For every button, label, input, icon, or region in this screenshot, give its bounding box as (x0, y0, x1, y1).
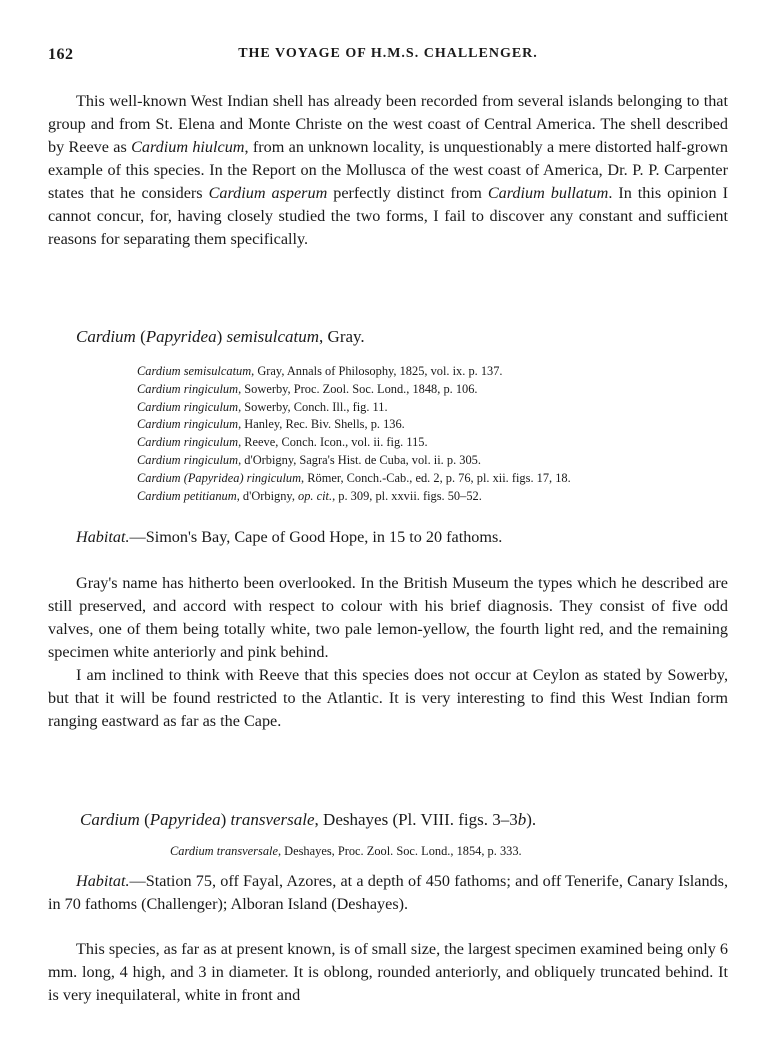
synonym-entry: Cardium ringiculum, Reeve, Conch. Icon., vol. ii. fig. 115. (137, 435, 428, 450)
species-1-habitat: Habitat.—Simon's Bay, Cape of Good Hope, in 15 to 20 fathoms. (76, 528, 503, 546)
synonym-entry: Cardium transversale, Deshayes, Proc. Zool. Soc. Lond., 1854, p. 333. (170, 844, 522, 858)
running-header (48, 46, 728, 70)
species-2-discussion (48, 938, 728, 1007)
discussion-paragraph: Gray's name has hitherto been overlooked. In the British Museum the types which he described are still preserved, and accord with respect to colour with his brief diagnosis. They consist of five odd valves, one of them being totally white, two pale lemon-yellow, the fourth light red, and the remaining specimen white anteriorly and pink behind. (48, 574, 728, 661)
synonym-entry: Cardium ringiculum, Hanley, Rec. Biv. Shells, p. 136. (137, 417, 405, 432)
running-title: THE VOYAGE OF H.M.S. CHALLENGER. (238, 46, 538, 61)
intro-section (48, 90, 728, 251)
species-1-heading: Cardium (Papyridea) semisulcatum, Gray. (76, 327, 365, 346)
synonym-entry: Cardium petitianum, d'Orbigny, op. cit., p. 309, pl. xxvii. figs. 50–52. (137, 488, 482, 503)
taxon-name: Cardium asperum (208, 184, 328, 202)
synonym-entry: Cardium semisulcatum, Gray, Annals of Philosophy, 1825, vol. ix. p. 137. (137, 364, 503, 378)
discussion-paragraph: I am inclined to think with Reeve that this species does not occur at Ceylon as stated by Sowerby, but that it will be found restricted to the Atlantic. It is very interesting to find this West Indian form ranging eastward as far as the Cape. (48, 666, 728, 730)
species-1-synonymy (137, 363, 737, 505)
page-number: 162 (48, 46, 74, 63)
species-2-synonymy (170, 843, 730, 861)
species-1-discussion (48, 572, 728, 733)
intro-paragraph: This well-known West Indian shell has already been recorded from several islands belonging to that group and from St. Elena and Monte Christe on the west coast of Central America. The shell described by Reeve as Cardium hiulcum, from an unknown locality, is unquestionably a mere distorted half-grown example of this species. In the Report on the Mollusca of the west coast of America, Dr. P. P. Carpenter states that he considers Cardium asperum perfectly distinct from Cardium bullatum. In this opinion I cannot concur, for, having closely studied the two forms, I fail to discover any constant and sufficient reasons for separating them specifically. (48, 92, 728, 248)
taxon-name: Cardium hiulcum (131, 138, 245, 156)
synonym-entry: Cardium ringiculum, Sowerby, Proc. Zool. Soc. Lond., 1848, p. 106. (137, 381, 478, 396)
discussion-paragraph: This species, as far as at present known, is of small size, the largest specimen examined being only 6 mm. long, 4 high, and 3 in diameter. It is oblong, rounded anteriorly, and obliquely truncated behind. It is very inequilateral, white in front and (48, 940, 728, 1004)
synonym-entry: Cardium (Papyridea) ringiculum, Römer, Conch.-Cab., ed. 2, p. 76, pl. xii. figs. 17, 18. (137, 470, 571, 485)
taxon-name: Cardium bullatum (487, 184, 609, 202)
species-2-habitat: Habitat.—Station 75, off Fayal, Azores, at a depth of 450 fathoms; and off Tenerife, Canary Islands, in 70 fathoms (Challenger); Alboran Island (Deshayes). (48, 872, 728, 913)
synonym-entry: Cardium ringiculum, d'Orbigny, Sagra's Hist. de Cuba, vol. ii. p. 305. (137, 452, 481, 467)
synonym-entry: Cardium ringiculum, Sowerby, Conch. Ill., fig. 11. (137, 399, 388, 414)
species-2-heading: Cardium (Papyridea) transversale, Deshayes (Pl. VIII. figs. 3–3b). (80, 810, 537, 829)
